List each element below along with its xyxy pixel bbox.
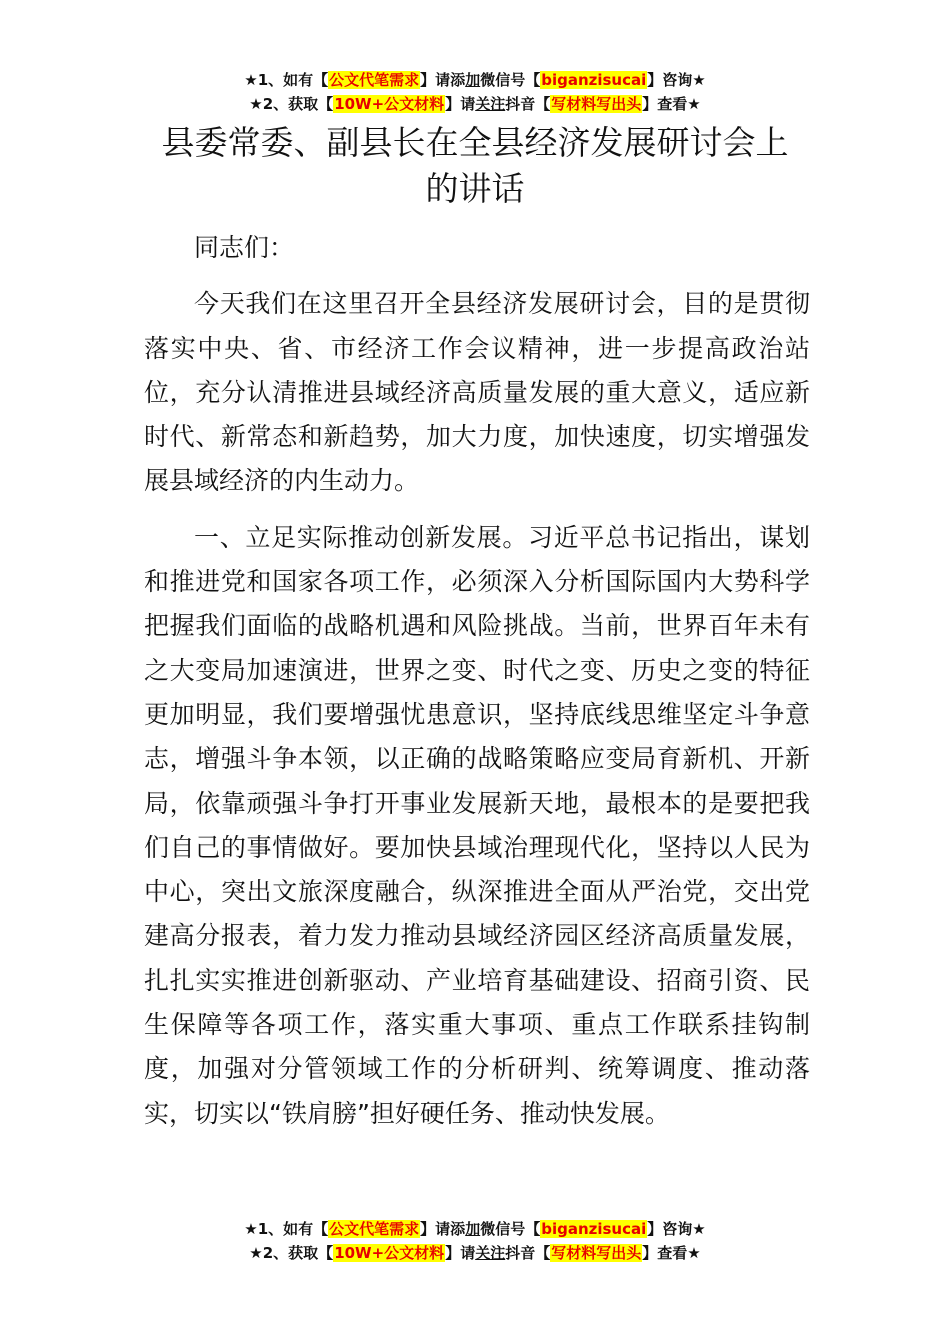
paragraph-intro: 今天我们在这里召开全县经济发展研讨会，目的是贯彻落实中央、省、市经济工作会议精神，进一步提高政治站位，充分认清推进县域经济高质量发展的重大意义，适应新时代、新常态和新趋势，加大力度，加快速度，切实增强发展县域经济的内生动力。 <box>144 289 810 496</box>
document-title: 县委常委、副县长在全县经济发展研讨会上的讲话 <box>161 123 789 208</box>
banner-line-2: ★2、获取【10W+公文材料】请关注抖音【写材料写出头】查看★ <box>249 95 701 113</box>
banner-line-1: ★1、如有【公文代笔需求】请添加微信号【biganzisucai】咨询★ <box>244 71 706 89</box>
highlight-materials: 10W+公文材料 <box>334 1244 445 1262</box>
bottom-banner <box>0 1217 950 1265</box>
highlight-douyin-account: 写材料写出头 <box>551 1244 642 1262</box>
banner-line-1: ★1、如有【公文代笔需求】请添加微信号【biganzisucai】咨询★ <box>244 1220 706 1238</box>
paragraph-section-1: 一、立足实际推动创新发展。习近平总书记指出，谋划和推进党和国家各项工作，必须深入分析国际国内大势科学把握我们面临的战略机遇和风险挑战。当前，世界百年未有之大变局加速演进，世界之变、时代之变、历史之变的特征更加明显，我们要增强忧患意识，坚持底线思维坚定斗争意志，增强斗争本领，以正确的战略策略应变局育新机、开新局，依靠顽强斗争打开事业发展新天地，最根本的是要把我们自己的事情做好。要加快县域治理现代化，坚持以人民为中心，突出文旅深度融合，纵深推进全面从严治党，交出党建高分报表，着力发力推动县域经济园区经济高质量发展，扎扎实实推进创新驱动、产业培育基础建设、招商引资、民生保障等各项工作，落实重大事项、重点工作联系挂钩制度，加强对分管领域工作的分析研判、统筹调度、推动落实，切实以“铁肩膀”担好硬任务、推动快发展。 <box>144 522 810 1128</box>
banner-line-2: ★2、获取【10W+公文材料】请关注抖音【写材料写出头】查看★ <box>249 1244 701 1262</box>
document-body <box>144 226 810 1136</box>
highlight-wechat-id: biganzisucai <box>541 71 647 89</box>
highlight-douyin-account: 写材料写出头 <box>551 95 642 113</box>
highlight-service: 公文代笔需求 <box>329 1220 420 1238</box>
highlight-service: 公文代笔需求 <box>329 71 420 89</box>
highlight-wechat-id: biganzisucai <box>541 1220 647 1238</box>
top-banner <box>0 68 950 116</box>
highlight-materials: 10W+公文材料 <box>334 95 445 113</box>
salutation: 同志们： <box>194 233 295 262</box>
